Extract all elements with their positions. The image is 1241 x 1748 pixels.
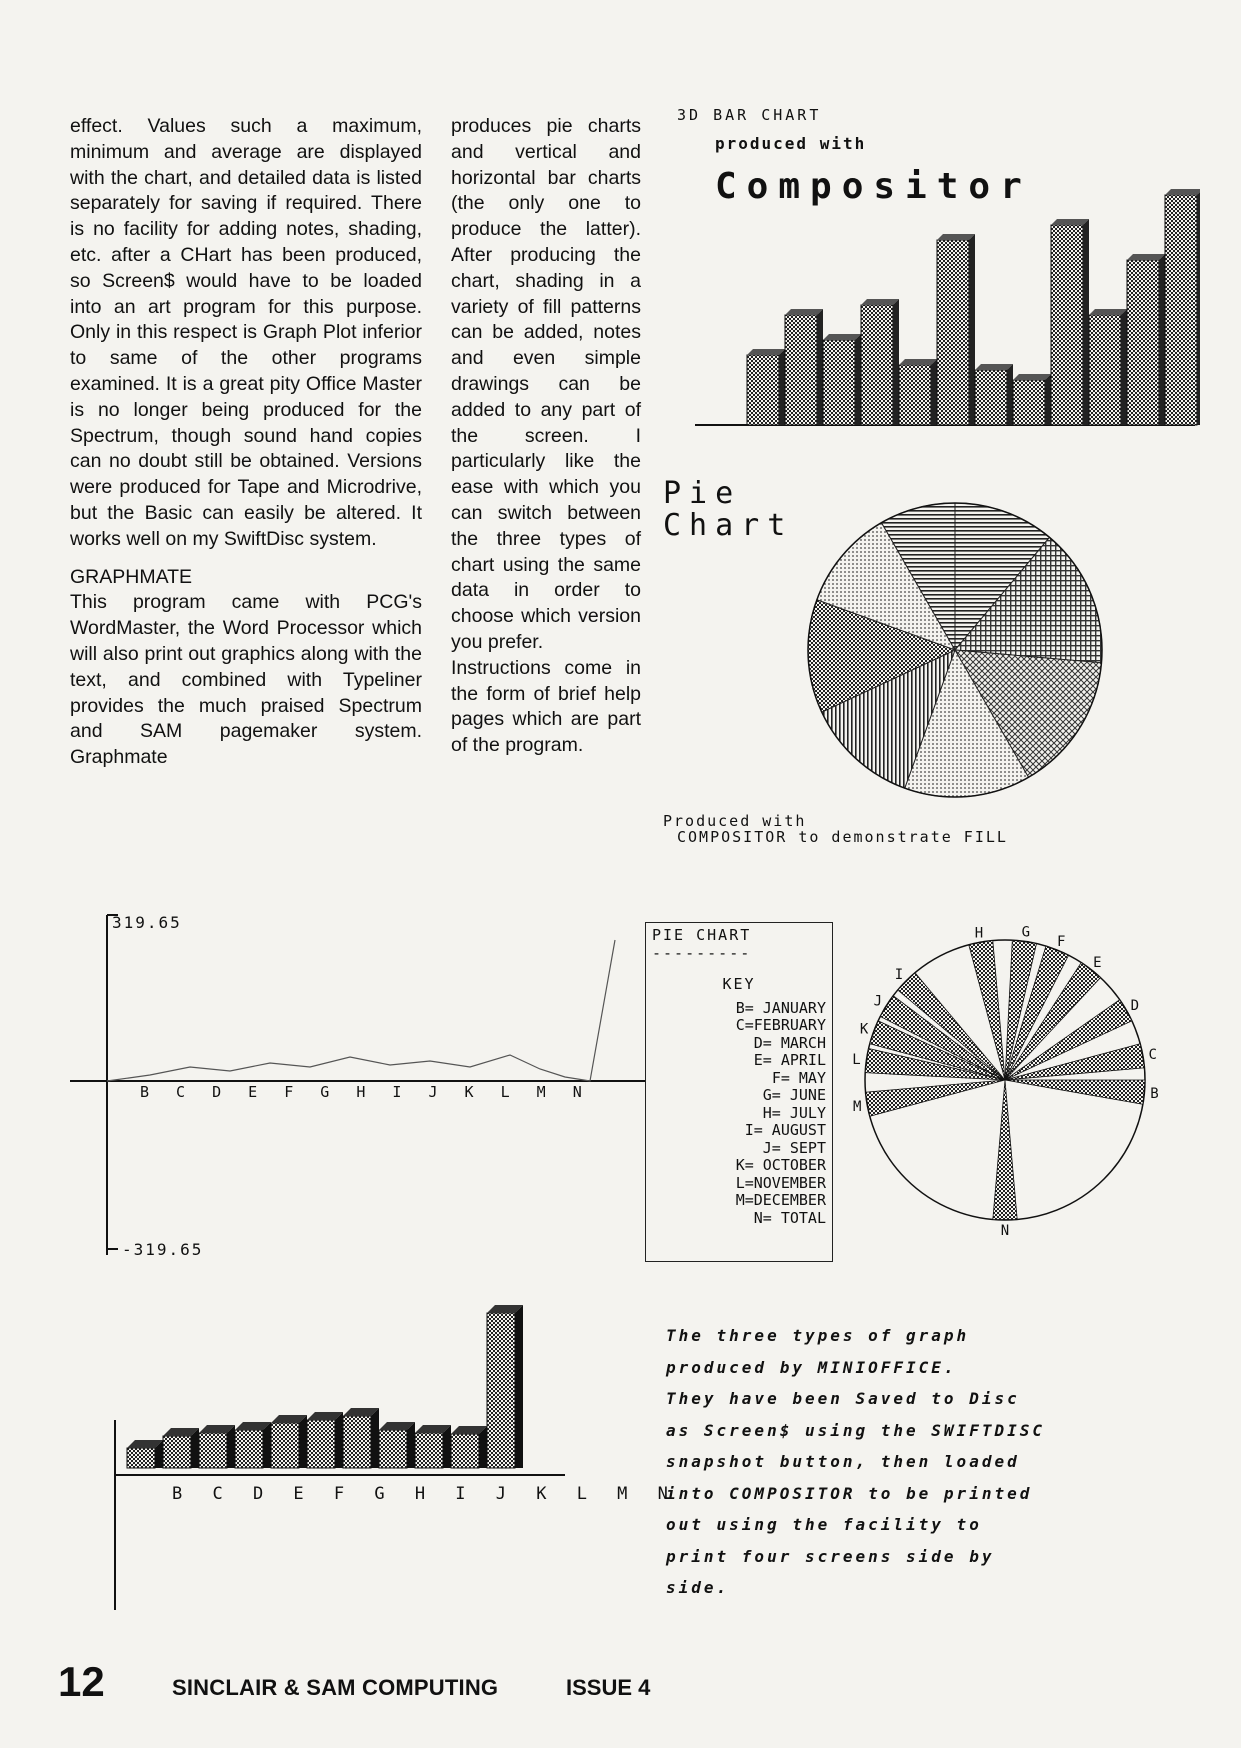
bar3d-bar-side [371,1408,379,1468]
caption-line: into COMPOSITOR to be printed [666,1483,1033,1503]
caption-line: print four screens side by [666,1546,995,1566]
bar3d-bar [235,1430,263,1468]
bar-chart-bar-top [785,309,823,315]
line-chart-graphic [70,905,650,1265]
bar-chart-bar-side [1045,374,1051,425]
bar-chart-bar [1089,315,1121,425]
bar-chart-graphic [655,100,1200,430]
line-chart-screen [70,905,650,1265]
pie-key-item: E= APRIL [753,1051,826,1069]
bar-chart-bar-side [855,334,861,425]
bar3d-bar-side [263,1422,271,1468]
spoke-pie-label: E [1093,954,1102,971]
bar-chart-title: Compositor [715,166,1032,207]
spoke-pie-label: J [873,993,883,1010]
page-number: 12 [58,1658,105,1705]
bar-chart-bar-top [861,299,899,305]
pie-chart-key-box [645,922,833,1262]
magazine-name: SINCLAIR & SAM COMPUTING [172,1675,499,1700]
pie-chart-screen [655,470,1200,850]
spoke-pie-label: I [894,966,904,983]
bar-chart-bar-top [937,234,975,240]
bar-chart-bar-top [899,359,937,365]
graphmate-heading: GRAPHMATE [70,565,193,588]
spoke-pie-label: F [1056,933,1066,950]
bar-chart-bar [785,315,817,425]
bar3d-bar [451,1434,479,1468]
bar-chart-bar [1165,195,1197,425]
figure-caption [666,1320,1166,1604]
column-2-paragraph: produces pie charts and vertical and horizontal bar charts (the only one to produce the latter). After producing the chart, shading in a variety of fill patterns can be added, notes and even simple drawings can be added to any part of the screen. I particularly like the ease with which you can switch between the three types of chart using the same data in order to choose which version you prefer. [451,115,641,653]
column-1-paragraph: effect. Values such a maximum, minimum and average are displayed with the chart, and detailed data is listed separately for saving if required. There is no facility for adding notes, shading, etc. after a CHart has been produced, so Screen$ would have to be loaded into an art program for this purpose. Only in this respect is Graph Plot inferior to same of the other programs examined. It is a great pity Office Master is no longer being produced for the Spectrum, though sound hand copies can no doubt still be obtained. Versions were produced for Tape and Microdrive, but the Basic can easily be altered. It works well on my SwiftDisc system. [70,115,422,550]
pie-key-item: B= JANUARY [735,998,826,1017]
spoke-pie-label: B [1150,1086,1159,1103]
bar3d-bar-side [299,1415,307,1468]
issue-number: ISSUE 4 [566,1675,651,1700]
bar3d-bar [271,1423,299,1468]
caption-line: produced by MINIOFFICE. [666,1357,957,1377]
bar3d-bar [307,1420,335,1468]
pie-title-line-2: Chart [663,508,794,543]
bar-chart-bar [823,340,855,425]
caption-line: The three types of graph [666,1326,970,1345]
bar-chart-bar-top [747,349,785,355]
bar3d-bar [487,1313,515,1468]
spoke-pie-wedge [993,1080,1017,1219]
bar-chart-header: 3D BAR CHART [677,106,822,124]
bar3d-bar-side [407,1422,415,1468]
bar3d-bar [199,1433,227,1468]
pie-key-item: G= JUNE [762,1086,826,1104]
line-chart-min-label: -319.65 [122,1240,204,1259]
spoke-pie-chart [845,920,1185,1260]
pie-key-title: PIE CHART [652,926,752,944]
pie-key-rule: --------- [652,943,752,962]
bar-chart-bar [1127,260,1159,425]
bar3d-bar [343,1416,371,1468]
pie-key-item: F= MAY [771,1068,826,1087]
pie-key-item: N= TOTAL [753,1208,826,1227]
article-column-1 [70,114,422,771]
spoke-pie-label: H [974,925,984,942]
bar-chart-bar-side [1007,364,1013,425]
bar-chart-bar-top [1127,254,1165,260]
instructions-paragraph: Instructions come in the form of brief help pages which are part of the program. [451,656,641,757]
caption-line: They have been Saved to Disc [666,1389,1020,1408]
bar3d-bar [127,1448,155,1468]
bar-chart-bar-side [779,349,785,425]
bar-chart-bar-top [975,364,1013,370]
bar-chart-bar [937,240,969,425]
pie-key-item: K= OCTOBER [735,1156,826,1174]
bar-chart-bar-side [893,299,899,425]
bar-chart-bar [899,365,931,425]
spoke-pie-label: D [1130,998,1140,1014]
miniofffice-3d-bar-chart [85,1290,585,1610]
bar-chart-bar-side [1197,189,1200,425]
pie-key-item: M=DECEMBER [735,1191,826,1209]
bar-chart-bar-top [1051,219,1089,225]
bar-chart-bar-top [1089,309,1127,315]
caption-line: side. [666,1578,730,1597]
pie-key-item: L=NOVEMBER [735,1173,826,1192]
spoke-pie-label: C [1148,1046,1157,1063]
bar-chart-bar [975,370,1007,425]
bar-chart-bar [1013,380,1045,425]
bar-chart-bar [861,305,893,425]
article-column-2 [451,114,641,759]
spoke-pie-label: G [1021,924,1031,941]
pie-key-item: C=FEBRUARY [735,1016,826,1034]
bar-chart-bar-top [823,334,861,340]
bar-chart-bar-side [969,234,975,425]
bar3d-axis-letters: B C D E F G H I J K L M N [172,1484,678,1504]
spoke-pie-label: K [859,1021,869,1038]
line-chart-max-label: 319.65 [112,913,182,932]
pie-footer-line-2: COMPOSITOR to demonstrate FILL [677,828,1008,846]
pie-key-item: D= MARCH [753,1033,826,1052]
bar3d-bar [163,1436,191,1468]
pie-key-item: H= JULY [762,1103,826,1122]
bar-chart-bar-side [1121,309,1127,425]
graphmate-paragraph: This program came with PCG's WordMaster, the Word Processor which will also print out graphics along with the text, and combined with Typeliner provides the much praised Spectrum and SAM pagemaker system. Graphmate [70,591,422,769]
spoke-pie-label: N [1000,1223,1010,1239]
bar3d-bar-side [515,1305,523,1468]
spoke-pie-wedge [866,1080,1005,1116]
bar3d-bar [379,1430,407,1468]
bar-chart-bar [747,355,779,425]
line-chart-axis-letters: B C D E F G H I J K L M N [140,1083,591,1101]
spoke-pie-label: L [852,1052,861,1069]
bar-chart-bar-side [817,309,823,425]
bar-chart-bar-top [1013,374,1051,380]
bar3d-bar [415,1433,443,1468]
caption-line: as Screen$ using the SWIFTDISC [666,1420,1045,1440]
bar-chart-bar-top [1165,189,1200,195]
bar-chart-bar-side [931,359,937,425]
bar3d-bar-side [335,1412,343,1468]
bar-chart-bar-side [1083,219,1089,425]
pie-key-item: J= SEPT [762,1138,826,1157]
fill-pie-graphic [655,470,1200,800]
caption-line: snapshot button, then loaded [666,1452,1020,1471]
pie-title-line-1: Pie [663,476,742,511]
pie-footer-line-1: Produced with [663,812,807,830]
caption-line: out using the facility to [666,1515,982,1534]
bar-chart-bar [1051,225,1083,425]
pie-key-label: KEY [722,975,756,993]
bar-chart-screen [655,100,1200,430]
bar-chart-subtitle: produced with [715,134,867,153]
pie-key-item: I= AUGUST [744,1121,826,1139]
bar-chart-bar-side [1159,254,1165,425]
spoke-pie-label: M [853,1099,862,1116]
spoke-pie-wedge [1005,1080,1145,1104]
